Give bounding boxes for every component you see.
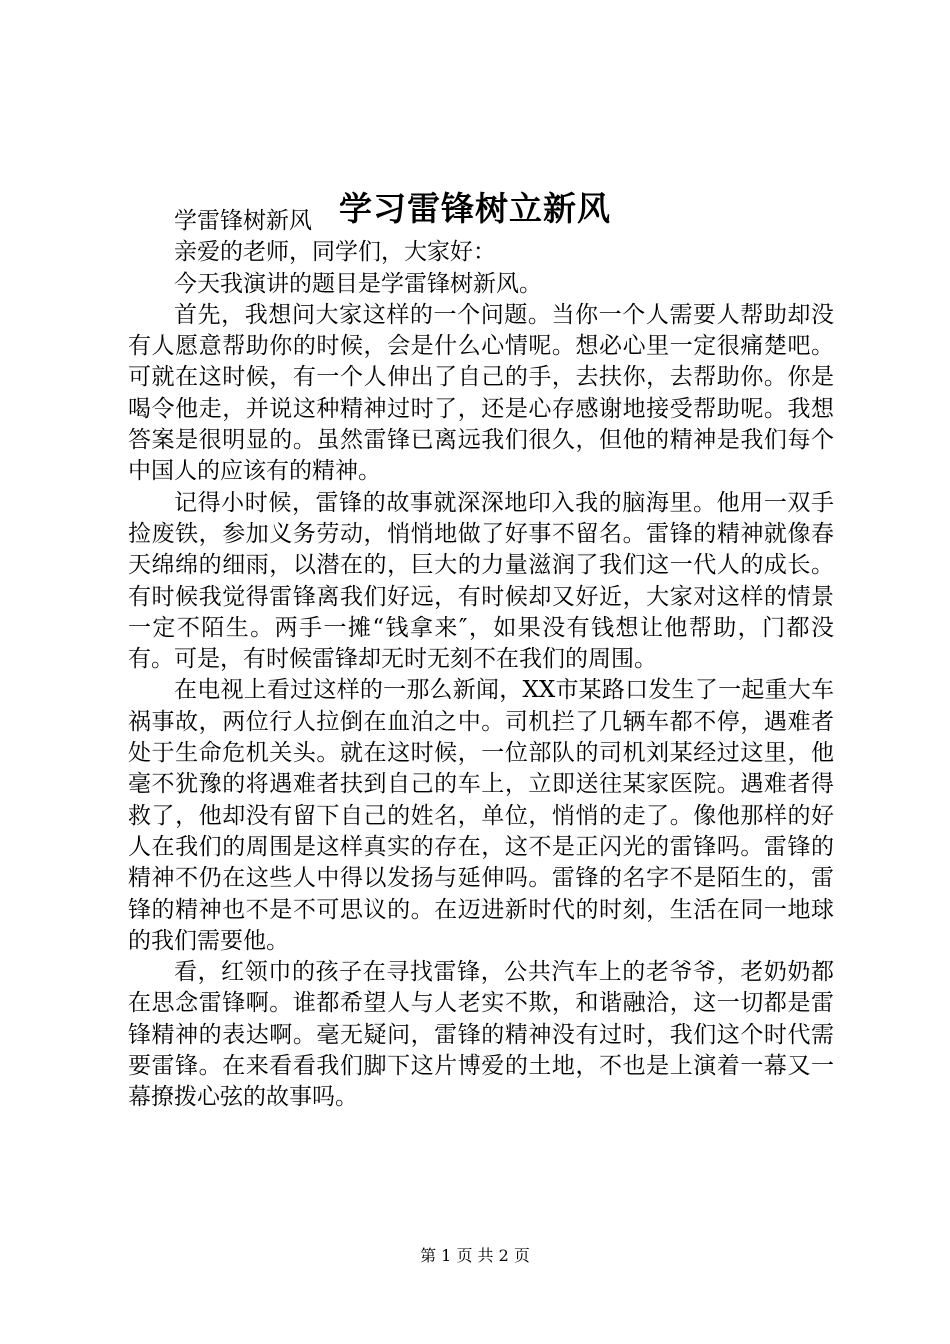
paragraph-body: 记得小时候，雷锋的故事就深深地印入我的脑海里。他用一双手捡废铁，参加义务劳动，悄悄地做了好事不留名。雷锋的精神就像春天绵绵的细雨，以潜在的，巨大的力量滋润了我们这一代人的成长。有时候我觉得雷锋离我们好远，有时候却又好近，大家对这样的情景一定不陌生。两手一摊“钱拿来″，如果没有钱想让他帮助，门都没有。可是，有时候雷锋却无时无刻不在我们的周围。 [128,489,834,673]
paragraph-topic: 今天我演讲的题目是学雷锋树新风。 [174,270,542,297]
paragraph-subtitle: 学雷锋树新风 [174,208,312,234]
document-body [128,206,834,1114]
page-number-footer: 第 1 页 共 2 页 [420,1246,530,1265]
paragraph-greeting: 亲爱的老师，同学们，大家好： [174,239,496,266]
paragraph-body: 在电视上看过这样的一那么新闻，XX市某路口发生了一起重大车祸事故，两位行人拉倒在血泊之中。司机拦了几辆车都不停，遇难者处于生命危机关头。就在这时候，一位部队的司机刘某经过这里，他毫不犹豫的将遇难者扶到自己的车上，立即送往某家医院。遇难者得救了，他却没有留下自己的姓名，单位，悄悄的走了。像他那样的好人在我们的周围是这样真实的存在，这不是正闪光的雷锋吗。雷锋的精神不仍在这些人中得以发扬与延伸吗。雷锋的名字不是陌生的，雷锋的精神也不是不可思议的。在迈进新时代的时刻，生活在同一地球的我们需要他。 [128,677,834,954]
paragraph-body: 首先，我想问大家这样的一个问题。当你一个人需要人帮助却没有人愿意帮助你的时候，会是什么心情呢。想必心里一定很痛楚吧。可就在这时候，有一个人伸出了自己的手，去扶你，去帮助你。你是喝令他走，并说这种精神过时了，还是心存感谢地接受帮助呢。我想答案是很明显的。虽然雷锋已离远我们很久，但他的精神是我们每个中国人的应该有的精神。 [128,301,834,485]
document-title: 学习雷锋树立新风 [339,189,611,228]
paragraph-body: 看，红领巾的孩子在寻找雷锋，公共汽车上的老爷爷，老奶奶都在思念雷锋啊。谁都希望人与人老实不欺，和谐融洽，这一切都是雷锋精神的表达啊。毫无疑问，雷锋的精神没有过时，我们这个时代需要雷锋。在来看看我们脚下这片博爱的土地，不也是上演着一幕又一幕撩拨心弦的故事吗。 [128,959,834,1111]
